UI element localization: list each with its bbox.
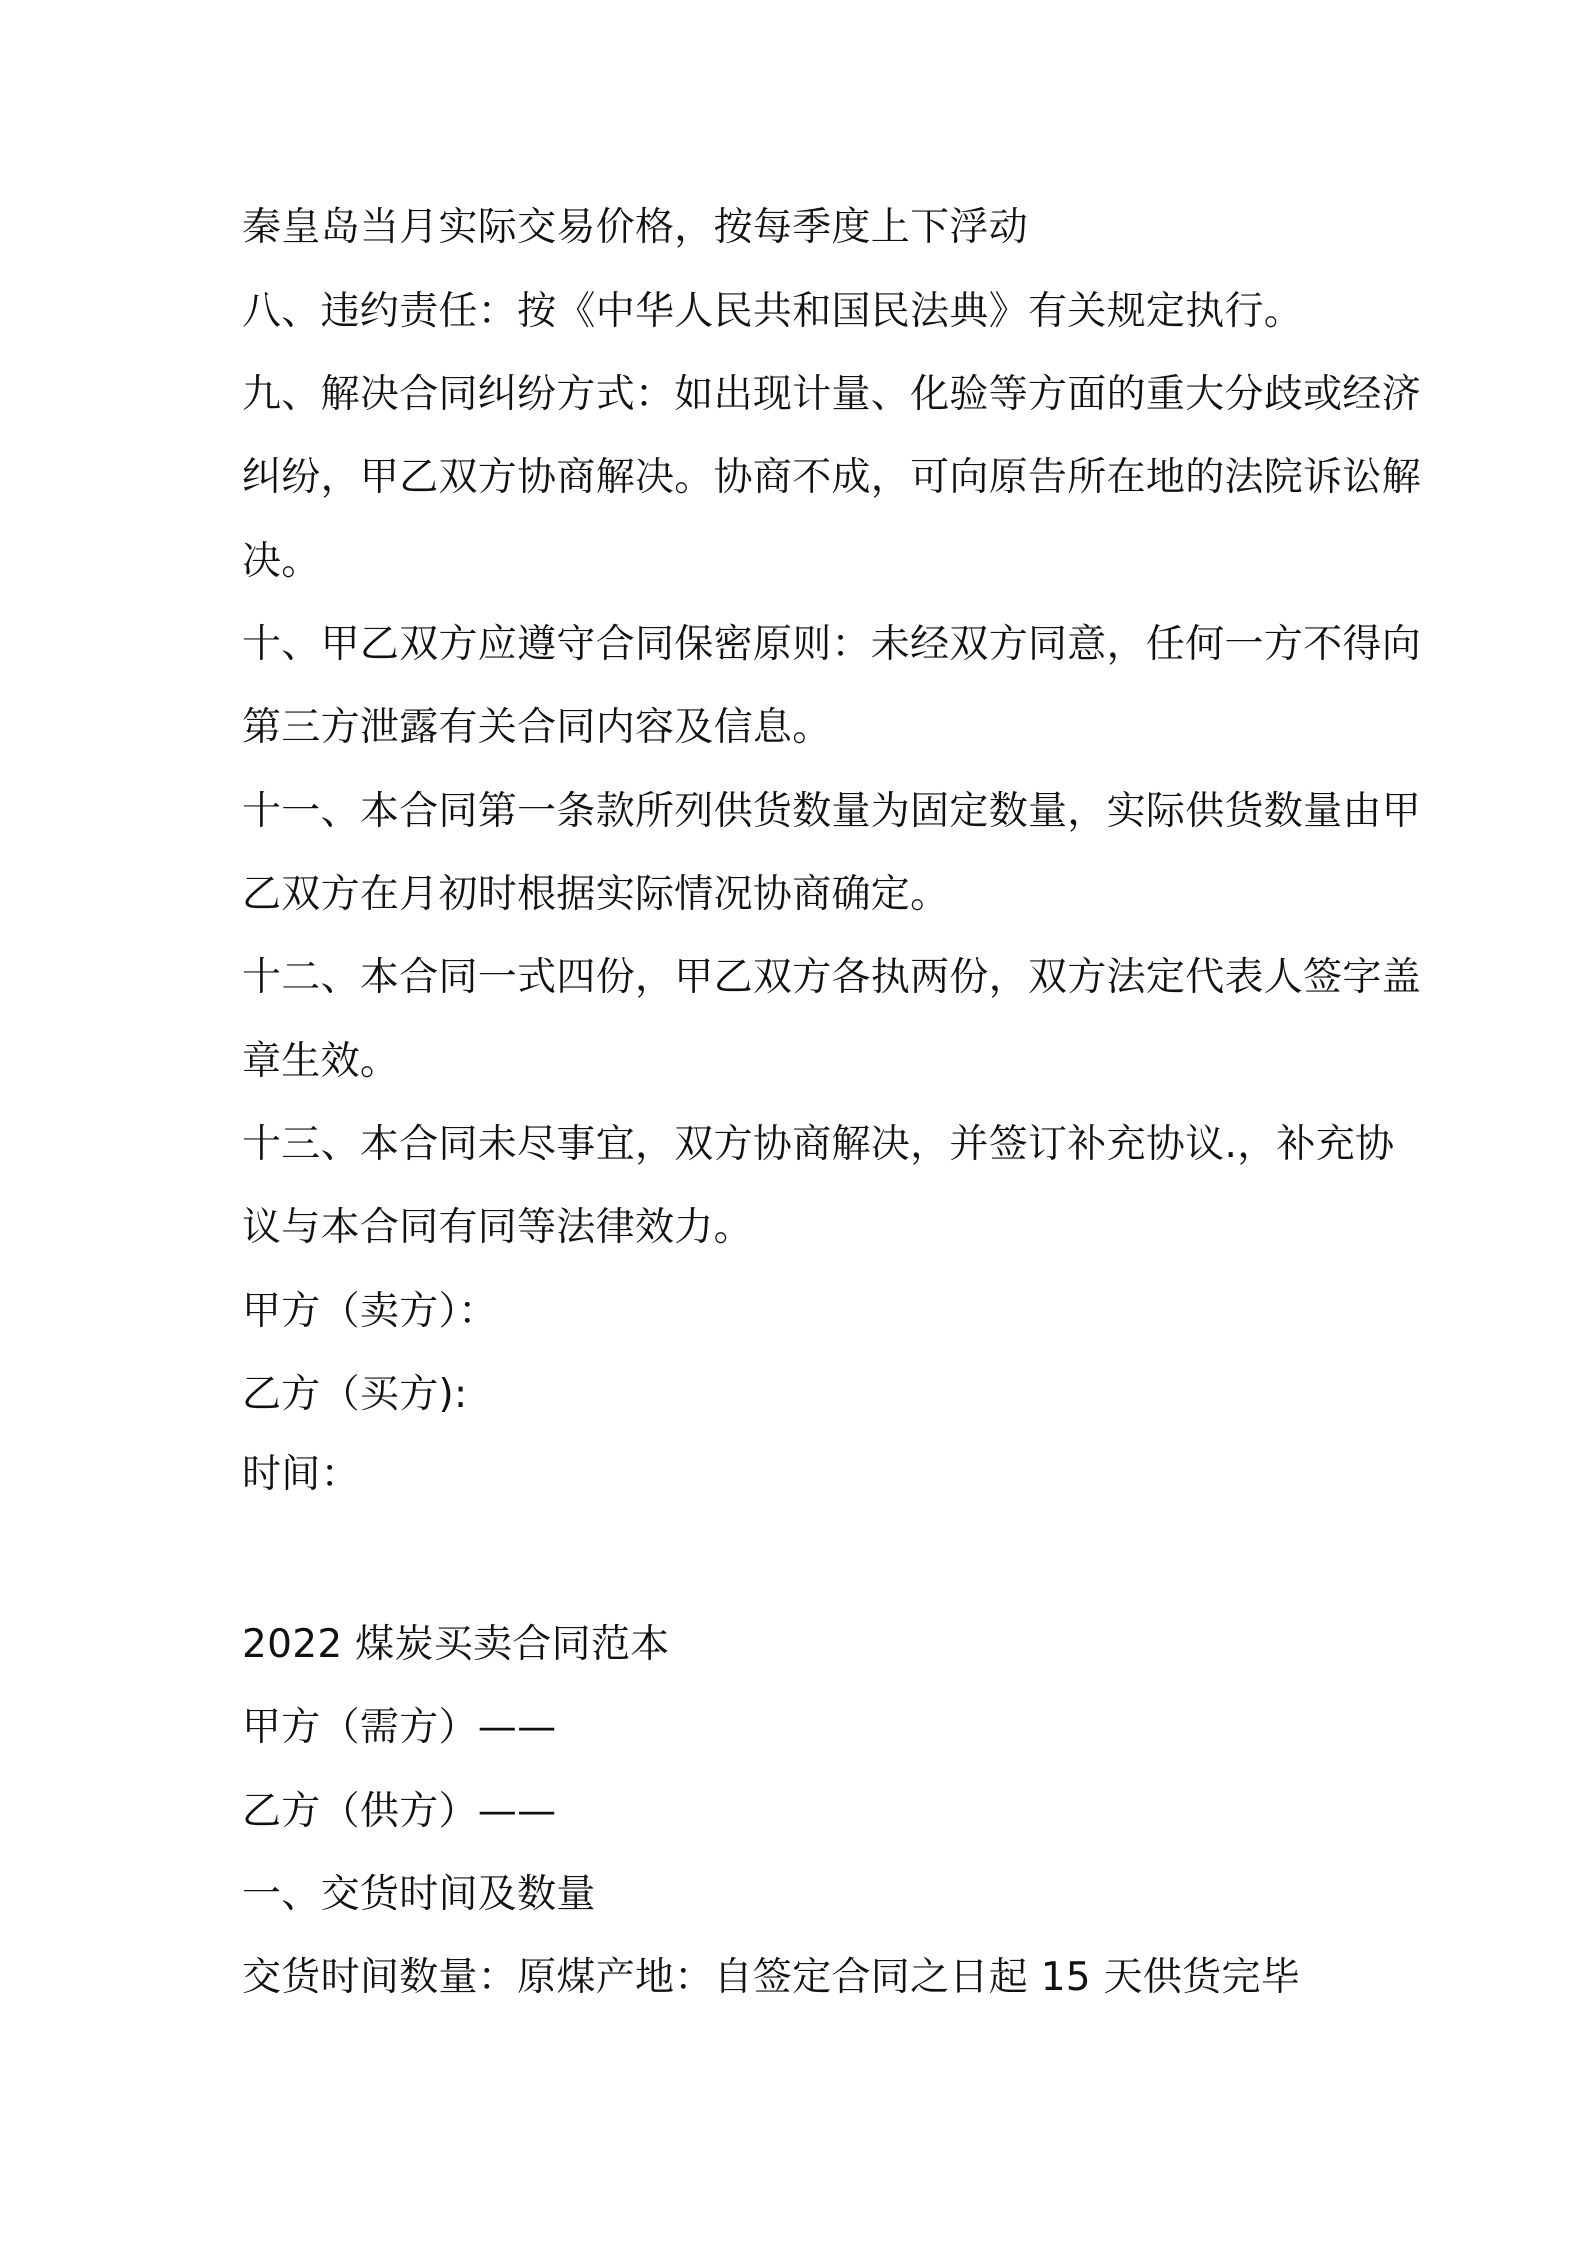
- clause-13-continued: 议与本合同有同等法律效力。: [242, 1205, 753, 1250]
- clause-11-supply-quantity: 十一、本合同第一条款所列供货数量为固定数量，实际供货数量由甲: [242, 789, 1422, 834]
- signing-date: 时间：: [242, 1452, 360, 1497]
- clause-9-continued: 纠纷，甲乙双方协商解决。协商不成，可向原告所在地的法院诉讼解: [242, 455, 1422, 500]
- second-contract-title: 2022 煤炭买卖合同范本: [242, 1622, 670, 1667]
- party-b-buyer-signature: 乙方（买方):: [242, 1372, 468, 1417]
- party-a-buyer: 甲方（需方）——: [242, 1705, 557, 1750]
- clause-9-dispute-resolution: 九、解决合同纠纷方式：如出现计量、化验等方面的重大分歧或经济: [242, 372, 1422, 417]
- clause-9-continued: 决。: [242, 539, 321, 584]
- contract-text-line: 秦皇岛当月实际交易价格，按每季度上下浮动: [242, 205, 1029, 250]
- party-b-supplier: 乙方（供方）——: [242, 1789, 557, 1834]
- delivery-time-quantity: 交货时间数量：原煤产地：自签定合同之日起 15 天供货完毕: [242, 1955, 1301, 2000]
- clause-13-unresolved-matters: 十三、本合同未尽事宜，双方协商解决，并签订补充协议.，补充协: [242, 1122, 1395, 1167]
- party-a-seller-signature: 甲方（卖方）：: [242, 1289, 498, 1334]
- clause-12-copies: 十二、本合同一式四份，甲乙双方各执两份，双方法定代表人签字盖: [242, 955, 1422, 1000]
- clause-11-continued: 乙双方在月初时根据实际情况协商确定。: [242, 872, 950, 917]
- clause-10-continued: 第三方泄露有关合同内容及信息。: [242, 705, 832, 750]
- clause-12-continued: 章生效。: [242, 1039, 400, 1084]
- section-1-delivery-heading: 一、交货时间及数量: [242, 1872, 596, 1917]
- clause-10-confidentiality: 十、甲乙双方应遵守合同保密原则：未经双方同意，任何一方不得向: [242, 622, 1422, 667]
- clause-8-breach-liability: 八、违约责任：按《中华人民共和国民法典》有关规定执行。: [242, 289, 1304, 334]
